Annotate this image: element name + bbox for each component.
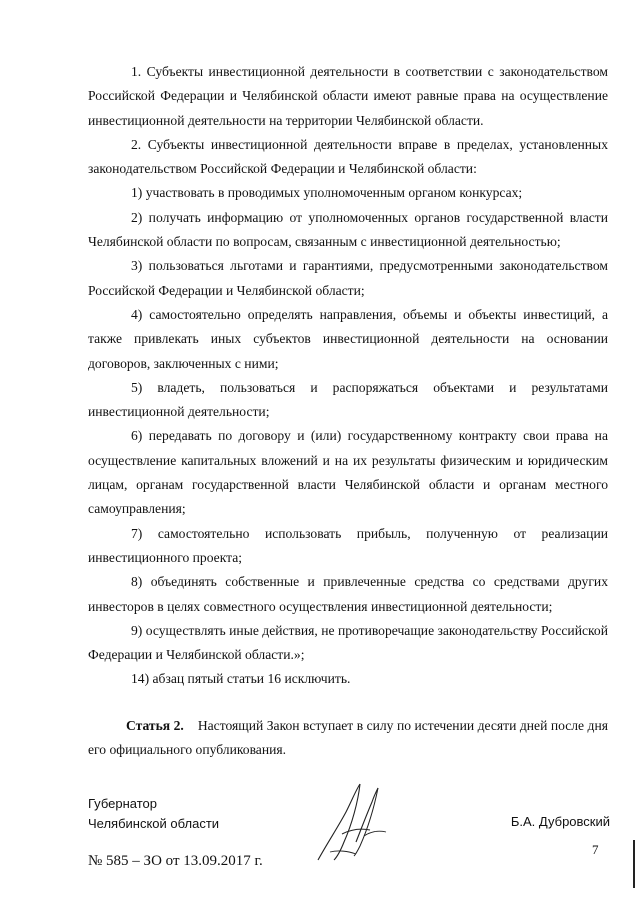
page-edge-mark: [633, 840, 635, 888]
law-number: № 585 – ЗО от 13.09.2017 г.: [88, 853, 263, 869]
page-number: 7: [592, 842, 599, 857]
list-item-4: 4) самостоятельно определять направления, объемы и объекты инвестиций, а также привлекать иных субъектов инвестиционной деятельности на основании договоров, заключенных с ними;: [88, 306, 608, 371]
amendment-14: 14) абзац пятый статьи 16 исключить.: [131, 671, 351, 687]
signatory-name: Б.А. Дубровский: [510, 814, 610, 829]
list-item-2: 2) получать информацию от уполномоченных органов государственной власти Челябинской области по вопросам, связанным с инвестиционной деятельностью;: [88, 209, 608, 250]
law-body: [88, 60, 608, 692]
list-item-1: 1) участвовать в проводимых уполномоченным органом конкурсах;: [131, 185, 523, 201]
list-item-3: 3) пользоваться льготами и гарантиями, предусмотренными законодательством Российской Федерации и Челябинской области;: [88, 258, 608, 298]
paragraph-2: 2. Субъекты инвестиционной деятельности вправе в пределах, установленных законодательством Российской Федерации и Челябинской области:: [88, 136, 608, 177]
signatory-title: [88, 794, 219, 834]
paragraph-1: 1. Субъекты инвестиционной деятельности в соответствии с законодательством Российской Федерации и Челябинской области имеют равные права на осуществление инвестиционной деятельности на территории Челябинской области.: [88, 64, 608, 128]
list-item-9: 9) осуществлять иные действия, не противоречащие законодательству Российской Федерации и Челябинской области.»;: [88, 622, 608, 663]
list-item-6: 6) передавать по договору и (или) государственному контракту свои права на осуществление капитальных вложений и на их результаты физическим и юридическим лицам, органам государственной власти Челябинской области и органам местного самоуправления;: [88, 428, 608, 517]
list-item-7: 7) самостоятельно использовать прибыль, полученную от реализации инвестиционного проекта;: [88, 525, 608, 565]
list-item-8: 8) объединять собственные и привлеченные средства со средствами других инвесторов в целях совместного осуществления инвестиционной деятельности;: [88, 574, 608, 614]
article-2: [88, 714, 608, 763]
signatory-title-line-1: Губернатор: [88, 796, 157, 811]
article-2-paragraph: [88, 714, 608, 763]
article-2-text: Настоящий Закон вступает в силу по истечении десяти дней после дня его официального опубликования.: [88, 718, 608, 758]
signatory-title-line-2: Челябинской области: [88, 816, 220, 831]
list-item-5: 5) владеть, пользоваться и распоряжаться объектами и результатами инвестиционной деятельности;: [88, 379, 608, 420]
article-2-heading: Статья 2.: [126, 718, 184, 733]
handwritten-signature: [308, 772, 408, 872]
